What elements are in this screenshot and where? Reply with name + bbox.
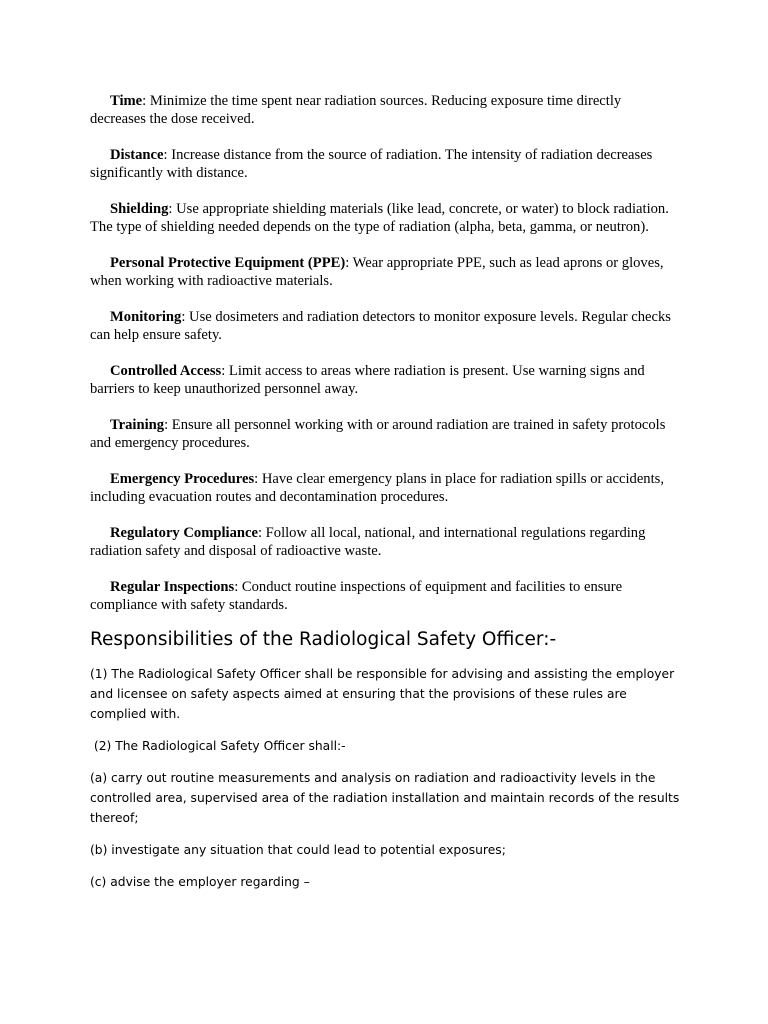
section-heading: Responsibilities of the Radiological Safety Officer:-: [90, 629, 557, 650]
safety-item-controlled-access: [90, 362, 680, 398]
safety-item-term: Monitoring: [110, 309, 182, 325]
safety-item-term: Controlled Access: [110, 363, 222, 379]
safety-item-text: : Wear appropriate PPE, such as lead aprons or gloves, when working with radioactive materials.: [90, 255, 664, 289]
paragraph-2b: (b) investigate any situation that could lead to potential exposures;: [90, 843, 506, 857]
safety-item-term: Regular Inspections: [110, 579, 235, 595]
document-page: [90, 92, 680, 904]
safety-item-training: [90, 416, 680, 452]
safety-item-term: Time: [110, 93, 143, 109]
safety-item-term: Training: [110, 417, 165, 433]
safety-item-regulatory-compliance: [90, 524, 680, 560]
safety-item-term: Emergency Procedures: [110, 471, 255, 487]
safety-item-monitoring: [90, 308, 680, 344]
safety-item-regular-inspections: [90, 578, 680, 614]
safety-item-text: : Minimize the time spent near radiation sources. Reducing exposure time directly decreases the dose received.: [90, 93, 622, 127]
safety-item-text: : Have clear emergency plans in place for radiation spills or accidents, including evacuation routes and decontamination procedures.: [90, 471, 664, 505]
safety-item-term: Shielding: [110, 201, 169, 217]
safety-item-text: : Follow all local, national, and international regulations regarding radiation safety and disposal of radioactive waste.: [90, 525, 646, 559]
safety-item-distance: [90, 146, 680, 182]
paragraph-2a: (a) carry out routine measurements and analysis on radiation and radioactivity levels in the controlled area, supervised area of the radiation installation and maintain records of the results thereof;: [90, 771, 680, 825]
paragraph-2: (2) The Radiological Safety Officer shall:-: [90, 739, 346, 753]
safety-item-time: [90, 92, 680, 128]
safety-item-text: : Limit access to areas where radiation is present. Use warning signs and barriers to keep unauthorized personnel away.: [90, 363, 645, 397]
paragraph-2c: (c) advise the employer regarding –: [90, 875, 310, 889]
safety-item-ppe: [90, 254, 680, 290]
safety-item-shielding: [90, 200, 680, 236]
paragraph-1: (1) The Radiological Safety Officer shall be responsible for advising and assisting the employer and licensee on safety aspects aimed at ensuring that the provisions of these rules are complied with.: [90, 667, 675, 721]
safety-item-text: : Increase distance from the source of radiation. The intensity of radiation decreases significantly with distance.: [90, 147, 653, 181]
safety-item-text: : Use dosimeters and radiation detectors to monitor exposure levels. Regular checks can help ensure safety.: [90, 309, 671, 343]
safety-item-emergency-procedures: [90, 470, 680, 506]
safety-item-term: Personal Protective Equipment (PPE): [110, 255, 346, 271]
safety-item-term: Regulatory Compliance: [110, 525, 258, 541]
safety-item-text: : Use appropriate shielding materials (like lead, concrete, or water) to block radiation. The type of shielding needed depends on the type of radiation (alpha, beta, gamma, or neutron).: [90, 201, 669, 235]
safety-item-text: : Conduct routine inspections of equipment and facilities to ensure compliance with safety standards.: [90, 579, 623, 613]
safety-item-text: : Ensure all personnel working with or around radiation are trained in safety protocols and emergency procedures.: [90, 417, 666, 451]
safety-item-term: Distance: [110, 147, 164, 163]
